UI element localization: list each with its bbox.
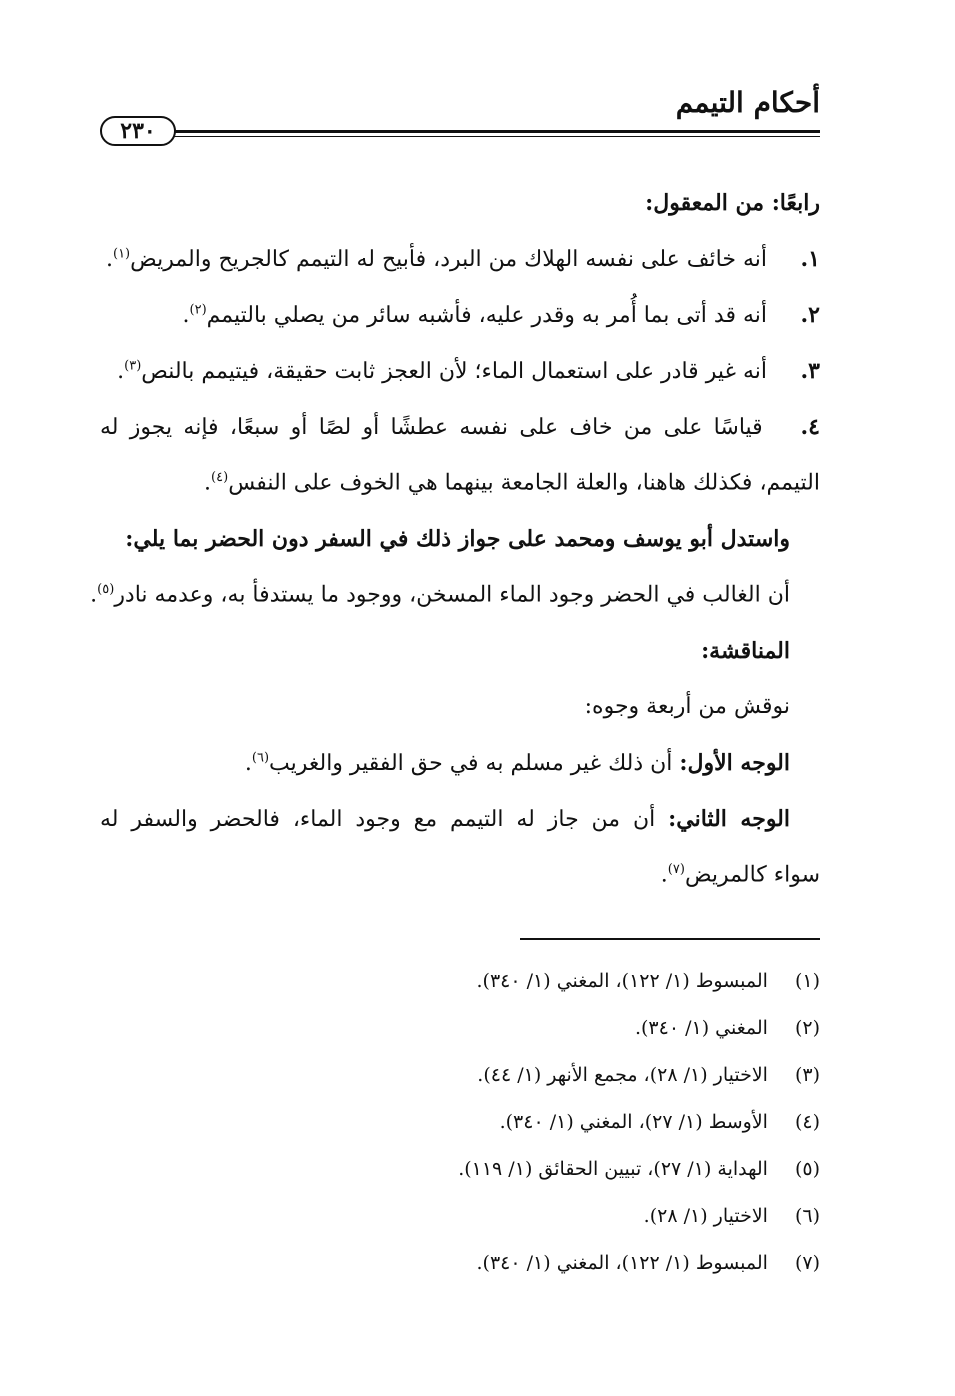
footnote xyxy=(458,1158,820,1180)
footnote-number: (٤) xyxy=(794,1111,820,1133)
list-item: ٢. أنه قد أتى بما أُمر به وقدر عليه، فأشبه سائر من يصلي بالتيمم$^{(٢)}$. xyxy=(182,302,820,328)
footnote-text: الاختيار (١/ ٢٨). xyxy=(643,1205,768,1227)
footnote-text: المبسوط (١/ ١٢٢)، المغني (١/ ٣٤٠). xyxy=(476,970,768,992)
page-header xyxy=(100,80,820,160)
discussion-heading: المناقشة: xyxy=(701,638,790,664)
point-text: أن ذلك غير مسلم به في حق الفقير والغريب xyxy=(269,751,673,776)
page-number: ٢٣٠ xyxy=(100,116,176,146)
footnote-number: (١) xyxy=(794,970,820,992)
footnote-text: المبسوط (١/ ١٢٢)، المغني (١/ ٣٤٠). xyxy=(476,1252,768,1274)
footnote-ref: (١) xyxy=(112,246,131,262)
discussion-point xyxy=(100,806,790,833)
footnote-ref: (٦) xyxy=(251,750,270,766)
item-text: أنه غير قادر على استعمال الماء؛ لأن العجز ثابت حقيقة، فيتيمم بالنص xyxy=(141,359,767,384)
footnote-ref: (٣) xyxy=(124,358,142,374)
list-item-continuation: التيمم، فكذلك هاهنا، والعلة الجامعة بينهما هي الخوف على النفس$^{(٤)}$. xyxy=(204,470,820,496)
header-rule-thin xyxy=(160,136,820,137)
footnote-ref: (٥) xyxy=(97,582,115,597)
footnote-text: المغني (١/ ٣٤٠). xyxy=(634,1017,768,1039)
book-title: أحكام التيمم xyxy=(675,86,820,119)
section-heading: رابعًا: من المعقول: xyxy=(645,190,820,216)
footnote xyxy=(477,1252,821,1274)
evidence-text: أن الغالب في الحضر وجود الماء المسخن، ووجود ما يستدفأ به، وعدمه نادر$^{(٥)}$. xyxy=(90,582,790,608)
item-text: التيمم، فكذلك هاهنا، والعلة الجامعة بينهما هي الخوف على النفس xyxy=(228,470,820,496)
footnote-number: (٢) xyxy=(794,1017,820,1039)
footnote xyxy=(477,970,821,992)
evidence-intro: واستدل أبو يوسف ومحمد على جواز ذلك في السفر دون الحضر بما يلي: xyxy=(125,526,790,552)
footnote-number: (٧) xyxy=(794,1252,820,1274)
footnote-text: الأوسط (١/ ٢٧)، المغني (١/ ٣٤٠). xyxy=(499,1111,768,1133)
discussion-point: الوجه الأول: أن ذلك غير مسلم به في حق الفقير والغريب$^{(٦)}$. xyxy=(244,750,790,776)
footnote-ref: (٤) xyxy=(211,470,229,485)
footnote-number: (٥) xyxy=(794,1158,820,1180)
footnote xyxy=(644,1205,820,1227)
footnote-number: (٦) xyxy=(794,1205,820,1227)
item-text: أنه قد أتى بما أُمر به وقدر عليه، فأشبه سائر من يصلي بالتيمم xyxy=(206,303,767,328)
point-label: الوجه الأول: xyxy=(679,750,790,776)
footnote-text: الاختيار (١/ ٢٨)، مجمع الأنهر (١/ ٤٤). xyxy=(477,1064,768,1086)
footnote xyxy=(477,1064,820,1086)
discussion-intro: نوقش من أربعة وجوه: xyxy=(584,694,790,719)
item-text: أنه خائف على نفسه الهلاك من البرد، فأبيح له التيمم كالجريح والمريض xyxy=(130,247,767,272)
footnote-separator xyxy=(520,938,820,940)
footnote-text: الهداية (١/ ٢٧)، تبيين الحقائق (١/ ١١٩). xyxy=(458,1158,768,1180)
footnote-ref: (٧) xyxy=(667,862,685,877)
list-item xyxy=(100,414,820,441)
footnote-number: (٣) xyxy=(794,1064,820,1086)
point-label: الوجه الثاني: xyxy=(668,806,791,832)
point-text: أن من جاز له التيمم مع وجود الماء، فالحضر والسفر له xyxy=(100,807,656,832)
footnote xyxy=(635,1017,820,1039)
item-number: ٤. xyxy=(800,414,820,440)
footnote-ref: (٢) xyxy=(189,302,207,318)
footnote xyxy=(500,1111,820,1133)
list-item: ١. أنه خائف على نفسه الهلاك من البرد، فأبيح له التيمم كالجريح والمريض$^{(١)}$. xyxy=(105,246,820,272)
discussion-point-continuation: سواء كالمريض$^{(٧)}$. xyxy=(660,862,820,888)
item-number: ٣. xyxy=(800,358,820,384)
header-rule xyxy=(160,130,820,133)
item-number: ١. xyxy=(800,246,820,272)
list-item: ٣. أنه غير قادر على استعمال الماء؛ لأن العجز ثابت حقيقة، فيتيمم بالنص$^{(٣)}$. xyxy=(117,358,820,384)
item-text: قياسًا على من خاف على نفسه عطشًا أو لصًا أو سبعًا، فإنه يجوز له xyxy=(100,415,763,440)
item-number: ٢. xyxy=(800,302,820,328)
